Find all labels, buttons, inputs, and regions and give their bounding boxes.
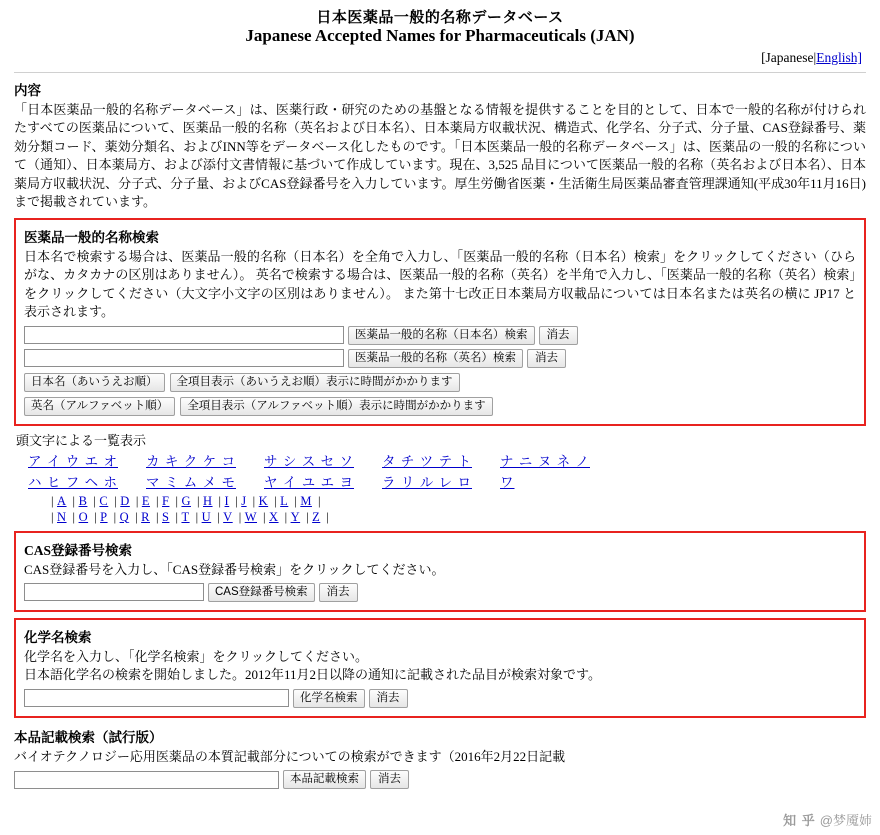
header-divider xyxy=(14,72,866,73)
honpin-search-heading: 本品記載検索（試行版） xyxy=(14,729,163,745)
kana-link-ka-group[interactable]: カ キ ク ケ コ xyxy=(146,453,236,469)
cas-search-button[interactable]: CAS登録番号検索 xyxy=(208,583,315,602)
language-english-link[interactable]: English] xyxy=(816,50,862,65)
kana-link-ya-group[interactable]: ヤ イ ユ エ ヨ xyxy=(264,474,354,490)
overview-heading: 内容 xyxy=(14,83,41,98)
alpha-link-h[interactable]: H xyxy=(203,493,213,508)
name-search-jp-button[interactable]: 医薬品一般的名称（日本名）検索 xyxy=(348,326,535,345)
chem-search-description-2: 日本語化学名の検索を開始しました。2012年11月2日以降の通知に記載された品目が検索対象です。 xyxy=(24,667,601,683)
cas-search-description: CAS登録番号を入力し、「CAS登録番号検索」をクリックしてください。 xyxy=(24,561,445,577)
list-en-all-button[interactable]: 全項目表示（アルファベット順）表示に時間がかかります xyxy=(180,397,492,416)
alpha-link-l[interactable]: L xyxy=(280,493,289,508)
kana-row-1 xyxy=(28,450,866,470)
watermark-user: @梦魇姉 xyxy=(819,813,872,828)
chem-search-row xyxy=(24,689,856,708)
chem-search-input[interactable] xyxy=(24,689,289,707)
chem-search-button[interactable]: 化学名検索 xyxy=(293,689,365,708)
list-jp-name-button[interactable]: 日本名（あいうえお順） xyxy=(24,373,165,392)
chem-search-clear-button[interactable]: 消去 xyxy=(369,689,408,708)
alpha-index xyxy=(48,494,866,525)
language-japanese-link[interactable]: [Japanese xyxy=(761,50,814,65)
alpha-link-z[interactable]: Z xyxy=(312,509,321,524)
name-search-en-row xyxy=(24,349,856,368)
language-separator: | xyxy=(813,50,817,65)
alpha-link-o[interactable]: O xyxy=(78,509,89,524)
watermark-logo: 知 乎 xyxy=(783,813,816,828)
kana-link-sa-group[interactable]: サ シ ス セ ソ xyxy=(264,453,354,469)
cas-search-heading: CAS登録番号検索 xyxy=(24,542,133,558)
alpha-link-p[interactable]: P xyxy=(100,509,108,524)
name-search-description: 日本名で検索する場合は、医薬品一般的名称（日本名）を全角で入力し、「医薬品一般的名称（日本名）検索」をクリックしてください（ひらがな、カタカナの区別はありません）。 英名で検索する場合は、医薬品一般的名称（英名）を半角で入力し、「医薬品一般的名称（英名）検索」をクリックしてください（大文字小文字の区別はありません）。 また第十七改正日本薬局方収載品については日本名または英名の横に JP17 と表示されます。 xyxy=(24,248,856,320)
alpha-link-g[interactable]: G xyxy=(181,493,191,508)
main-content xyxy=(0,79,880,789)
list-jp-row xyxy=(24,373,856,392)
honpin-search-input[interactable] xyxy=(14,771,279,789)
kana-link-ma-group[interactable]: マ ミ ム メ モ xyxy=(146,474,236,490)
page-header xyxy=(0,0,880,46)
alpha-link-i[interactable]: I xyxy=(224,493,230,508)
kana-link-wa-group[interactable]: ワ xyxy=(500,474,515,490)
list-en-row xyxy=(24,397,856,416)
kana-link-ha-group[interactable]: ハ ヒ フ ヘ ホ xyxy=(28,474,118,490)
alpha-link-b[interactable]: B xyxy=(78,493,88,508)
honpin-search-description: バイオテクノロジー応用医薬品の本質記載部分についての検索ができます（2016年2月22日記載 xyxy=(14,748,566,764)
kana-row-2 xyxy=(28,471,866,491)
alpha-link-m[interactable]: M xyxy=(300,493,312,508)
name-search-heading: 医薬品一般的名称検索 xyxy=(24,229,159,245)
alpha-link-x[interactable]: X xyxy=(269,509,279,524)
alpha-link-f[interactable]: F xyxy=(161,493,170,508)
alpha-link-a[interactable]: A xyxy=(57,493,67,508)
alpha-row-2: | N | O | P | Q | R | S | T | U | V | W | X | Y | Z | xyxy=(51,509,330,524)
chem-search-description-1: 化学名を入力し、「化学名検索」をクリックしてください。 xyxy=(24,648,368,664)
page-title-jp: 日本医薬品一般的名称データベース xyxy=(316,10,564,26)
list-en-name-button[interactable]: 英名（アルファベット順） xyxy=(24,397,175,416)
cas-search-input[interactable] xyxy=(24,583,204,601)
kana-link-na-group[interactable]: ナ ニ ヌ ネ ノ xyxy=(500,453,590,469)
chem-search-section xyxy=(14,618,866,718)
alpha-link-j[interactable]: J xyxy=(241,493,247,508)
name-search-jp-input[interactable] xyxy=(24,326,344,344)
name-search-section xyxy=(14,218,866,426)
alpha-link-r[interactable]: R xyxy=(141,509,150,524)
alpha-link-q[interactable]: Q xyxy=(119,509,130,524)
page-title-en: Japanese Accepted Names for Pharmaceuticals (JAN) xyxy=(245,26,635,45)
chem-search-heading: 化学名検索 xyxy=(24,629,92,645)
watermark xyxy=(783,810,872,829)
honpin-search-button[interactable]: 本品記載検索 xyxy=(283,770,366,789)
list-jp-all-button[interactable]: 全項目表示（あいうえお順）表示に時間がかかります xyxy=(170,373,460,392)
name-search-jp-row xyxy=(24,326,856,345)
name-search-en-button[interactable]: 医薬品一般的名称（英名）検索 xyxy=(348,349,523,368)
name-search-en-input[interactable] xyxy=(24,349,344,367)
alpha-link-y[interactable]: Y xyxy=(290,509,301,524)
name-search-jp-clear-button[interactable]: 消去 xyxy=(539,326,578,345)
overview-text: 「日本医薬品一般的名称データベース」は、医薬行政・研究のための基盤となる情報を提供することを目的として、日本で一般的名称が付けられたすべての医薬品について、医薬品一般的名称（英名および日本名）、日本薬局方収載状況、構造式、化学名、分子式、分子量、CAS登録番号、薬効分類コード、薬効分類名、およびINN等をデータベース化したものです。「日本医薬品一般的名称データベース」は、医薬品の一般的名称について（通知）、日本薬局方、および添付文書情報に基づいて作成しています。現在、3,525 品目について医薬品一般的名称（英名および日本名）、日本薬局方収載状況、分子式、分子量、およびCAS登録番号を入力しています。厚生労働省医薬・生活衛生局医薬品審査管理課通知(平成30年11月16日)まで掲載されています。 xyxy=(14,102,866,210)
alpha-link-s[interactable]: S xyxy=(161,509,170,524)
kana-link-ra-group[interactable]: ラ リ ル レ ロ xyxy=(382,474,472,490)
cas-search-section xyxy=(14,531,866,612)
alpha-link-e[interactable]: E xyxy=(141,493,150,508)
index-section xyxy=(14,430,866,525)
alpha-link-c[interactable]: C xyxy=(99,493,109,508)
alpha-link-w[interactable]: W xyxy=(244,509,258,524)
name-search-en-clear-button[interactable]: 消去 xyxy=(527,349,566,368)
alpha-link-u[interactable]: U xyxy=(201,509,212,524)
honpin-search-clear-button[interactable]: 消去 xyxy=(370,770,409,789)
index-heading: 頭文字による一覧表示 xyxy=(16,432,147,448)
cas-search-clear-button[interactable]: 消去 xyxy=(319,583,358,602)
alpha-link-d[interactable]: D xyxy=(120,493,130,508)
alpha-link-k[interactable]: K xyxy=(258,493,269,508)
alpha-link-n[interactable]: N xyxy=(57,509,67,524)
kana-link-a-group[interactable]: ア イ ウ エ オ xyxy=(28,453,118,469)
alpha-row-1: | A | B | C | D | E | F | G | H | I | J | K | L | M | xyxy=(51,493,321,508)
alpha-link-v[interactable]: V xyxy=(223,509,233,524)
honpin-search-row xyxy=(14,770,866,789)
alpha-link-t[interactable]: T xyxy=(181,509,190,524)
kana-link-ta-group[interactable]: タ チ ツ テ ト xyxy=(382,453,472,469)
honpin-search-section xyxy=(14,726,866,789)
cas-search-row xyxy=(24,583,856,602)
language-switcher xyxy=(0,50,880,66)
